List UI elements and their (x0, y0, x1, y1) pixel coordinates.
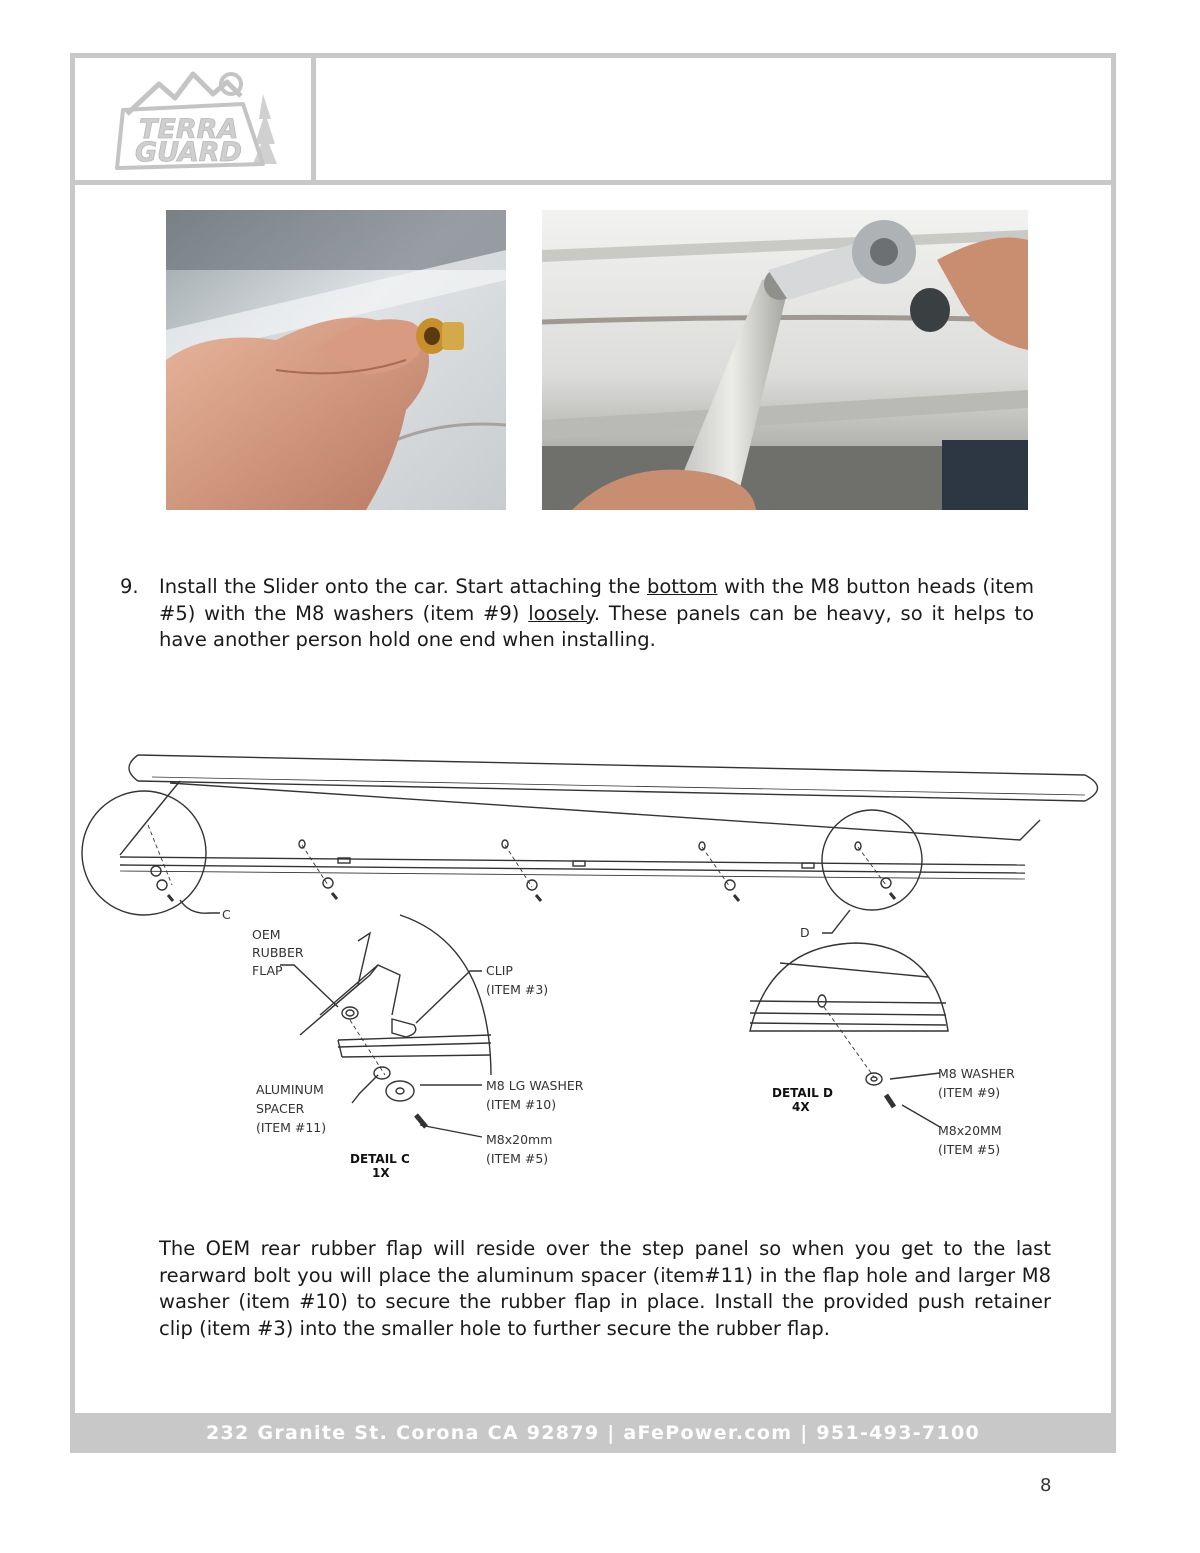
detail-c-title: DETAIL C (350, 1152, 410, 1166)
footer-contact: 232 Granite St. Corona CA 92879 | aFePower.com | 951-493-7100 (75, 1413, 1111, 1453)
bolt-c-label-2: (ITEM #5) (486, 1151, 549, 1166)
detail-c-qty: 1X (372, 1166, 390, 1180)
lg-washer-label-1: M8 LG WASHER (486, 1078, 584, 1093)
washer-d-label-1: M8 WASHER (938, 1066, 1015, 1081)
bolt-d-label-1: M8x20MM (938, 1123, 1002, 1138)
rubber-flap-instructions: The OEM rear rubber flap will reside over the step panel so when you get to the last rearward bolt you will place the aluminum spacer (item#11) in the flap hole and larger M8 washer (item #10) to secure the rubber flap in place. Install the provided push retainer clip (item #3) into the smaller hole to further secure the rubber flap. (159, 1237, 1051, 1340)
header (75, 58, 1111, 185)
spacer-label-1: ALUMINUM (256, 1082, 324, 1097)
oem-label-2: RUBBER (252, 945, 304, 960)
step-number: 9. (120, 575, 139, 598)
oem-label-1: OEM (252, 927, 281, 942)
spacer-label-2: SPACER (256, 1101, 305, 1116)
bolt-c-label-1: M8x20mm (486, 1132, 553, 1147)
logo-word-2: GUARD (135, 137, 242, 168)
callout-d: D (800, 925, 810, 940)
emphasis-loosely: loosely (528, 601, 594, 625)
washer-d-label-2: (ITEM #9) (938, 1085, 1001, 1100)
step-text (159, 574, 1034, 654)
step-9 (120, 574, 1034, 654)
lg-washer-label-2: (ITEM #10) (486, 1097, 557, 1112)
photo-hand-nut (166, 210, 506, 510)
logo-cell (75, 58, 316, 180)
callout-c: C (222, 907, 231, 922)
spacer-label-3: (ITEM #11) (256, 1120, 327, 1135)
step-text-part: with the M8 button heads (item #5) with the M8 washers (item #9) (159, 575, 1034, 625)
terra-guard-logo (113, 64, 283, 176)
install-diagram (80, 745, 1110, 1185)
emphasis-bottom: bottom (646, 575, 718, 598)
bolt-d-label-2: (ITEM #5) (938, 1142, 1001, 1157)
detail-d-title: DETAIL D (772, 1086, 833, 1100)
clip-label-1: CLIP (486, 963, 513, 978)
oem-label-3: FLAP (252, 963, 283, 978)
clip-label-2: (ITEM #3) (486, 982, 549, 997)
detail-d-qty: 4X (792, 1100, 810, 1114)
step-text-part: . These panels can be heavy, so it helps to have another person hold one end when installing. (159, 601, 1035, 651)
step-text-part: Install the Slider onto the car. Start attaching the (159, 575, 647, 598)
photo-ratchet-bracket (542, 210, 1028, 510)
page-number: 8 (1040, 1475, 1052, 1496)
logo-word-1: TERRA (139, 114, 239, 145)
